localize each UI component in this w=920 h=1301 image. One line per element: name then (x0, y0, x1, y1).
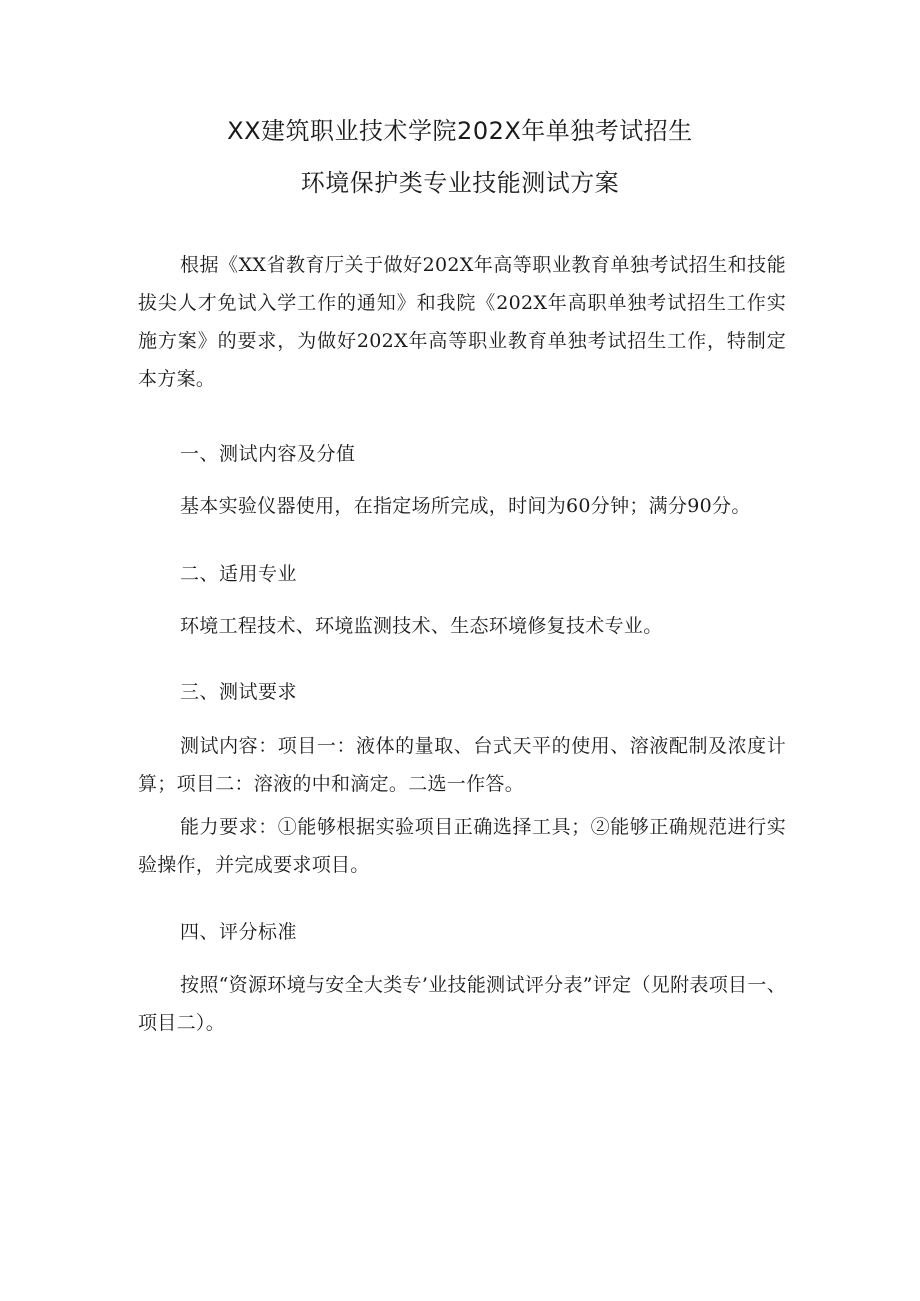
document-title-line-2: 环境保护类专业技能测试方案 (300, 169, 620, 197)
intro-paragraph: 根据《XX省教育厅关于做好202X年高等职业教育单独考试招生和技能拔尖人才免试入学工作的通知》和我院《202X年高职单独考试招生工作实施方案》的要求，为做好202X年高等职业教育单独考试招生工作，特制定本方案。 (138, 254, 786, 390)
section-3-paragraph-1: 测试内容：项目一：液体的量取、台式天平的使用、溶液配制及浓度计算；项目二：溶液的中和滴定。二选一作答。 (138, 735, 786, 795)
section-1-paragraph: 基本实验仪器使用，在指定场所完成，时间为60分钟；满分90分。 (180, 495, 751, 517)
document-title-line-1: XX建筑职业技术学院202X年单独考试招生 (227, 117, 693, 145)
section-heading-1: 一、测试内容及分值 (180, 443, 356, 465)
section-heading-2: 二、适用专业 (180, 563, 298, 585)
section-heading-3: 三、测试要求 (180, 681, 298, 703)
section-3-paragraph-2: 能力要求：①能够根据实验项目正确选择工具；②能够正确规范进行实验操作，并完成要求项目。 (138, 816, 786, 876)
section-2-paragraph: 环境工程技术、环境监测技术、生态环境修复技术专业。 (180, 615, 663, 637)
section-heading-4: 四、评分标准 (180, 921, 298, 943)
section-4-paragraph: 按照“资源环境与安全大类专’业技能测试评分表”评定（见附表项目一、项目二）。 (138, 974, 786, 1034)
